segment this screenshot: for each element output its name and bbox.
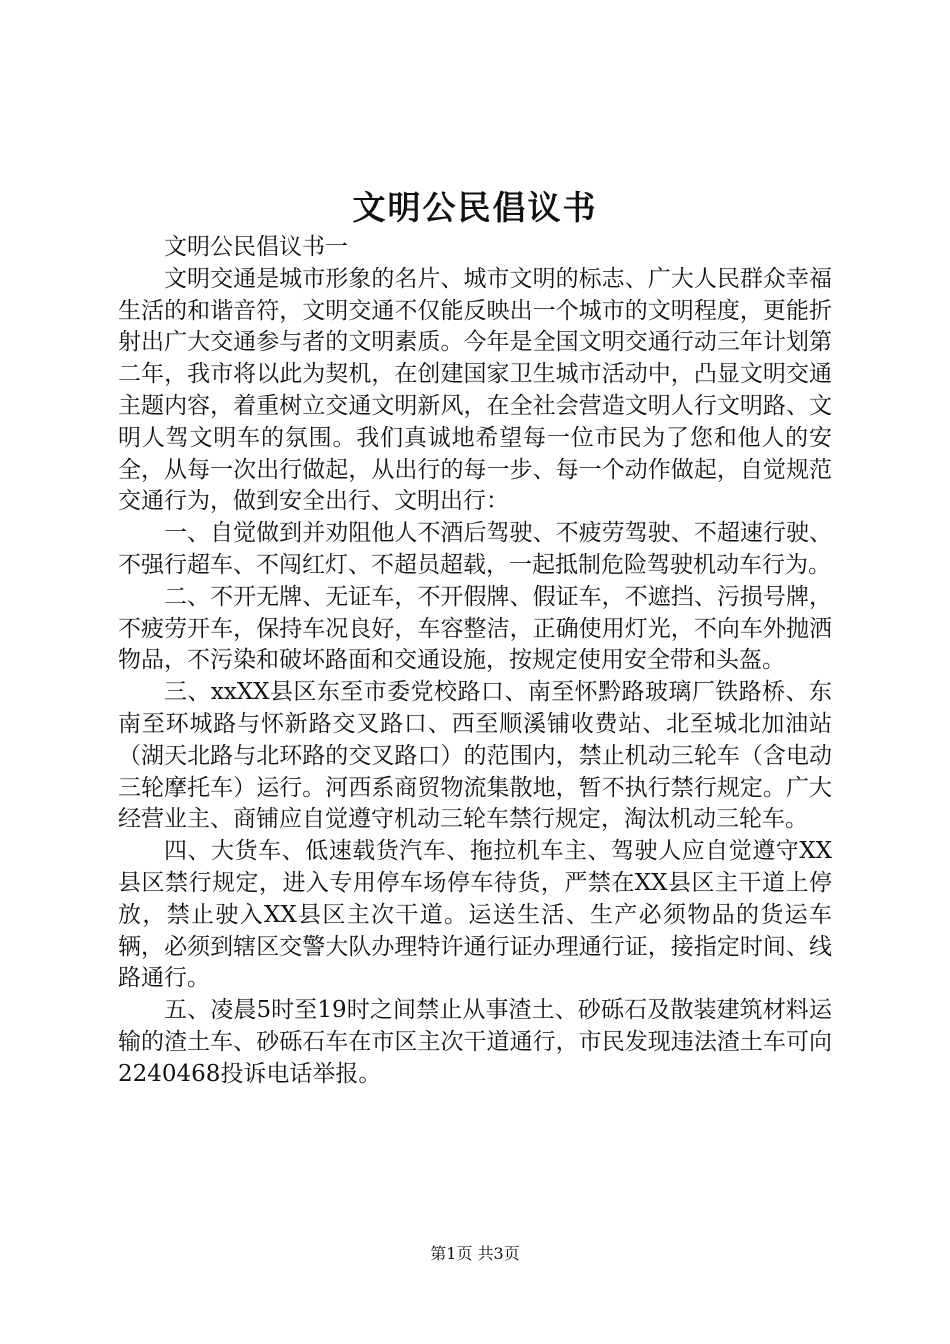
page-footer: 第1页 共3页 xyxy=(430,1244,520,1263)
paragraph-item-4: 四、大货车、低速载货汽车、拖拉机车主、驾驶人应自觉遵守XX县区禁行规定，进入专用停车场停车待货，严禁在XX县区主干道上停放，禁止驶入XX县区主次干道。运送生活、生产必须物品的货运车辆，必须到辖区交警大队办理特许通行证办理通行证，接指定时间、线路通行。 xyxy=(118,838,832,992)
document-body xyxy=(118,232,832,1091)
paragraph-item-2: 二、不开无牌、无证车，不开假牌、假证车，不遮挡、污损号牌，不疲劳开车，保持车况良好，车容整洁，正确使用灯光，不向车外抛洒物品，不污染和破坏路面和交通设施，按规定使用安全带和头盔。 xyxy=(118,583,832,674)
paragraph-intro: 文明交通是城市形象的名片、城市文明的标志、广大人民群众幸福生活的和谐音符，文明交通不仅能反映出一个城市的文明程度，更能折射出广大交通参与者的文明素质。今年是全国文明交通行动三年计划第二年，我市将以此为契机，在创建国家卫生城市活动中，凸显文明交通主题内容，着重树立交通文明新风，在全社会营造文明人行文明路、文明人驾文明车的氛围。我们真诚地希望每一位市民为了您和他人的安全，从每一次出行做起，从出行的每一步、每一个动作做起，自觉规范交通行为，做到安全出行、文明出行： xyxy=(118,265,832,515)
paragraph-item-3: 三、xxXX县区东至市委党校路口、南至怀黔路玻璃厂铁路桥、东南至环城路与怀新路交叉路口、西至顺溪铺收费站、北至城北加油站（湖天北路与北环路的交叉路口）的范围内，禁止机动三轮车（含电动三轮摩托车）运行。河西系商贸物流集散地，暂不执行禁行规定。广大经营业主、商铺应自觉遵守机动三轮车禁行规定，淘汰机动三轮车。 xyxy=(118,679,832,833)
page-title: 文明公民倡议书 xyxy=(352,188,598,227)
paragraph-item-1: 一、自觉做到并劝阻他人不酒后驾驶、不疲劳驾驶、不超速行驶、不强行超车、不闯红灯、不超员超载，一起抵制危险驾驶机动车行为。 xyxy=(118,520,832,578)
section-heading: 文明公民倡议书一 xyxy=(164,234,348,260)
paragraph-item-5: 五、凌晨5时至19时之间禁止从事渣土、砂砾石及散装建筑材料运输的渣土车、砂砾石车在市区主次干道通行，市民发现违法渣土车可向2240468投诉电话举报。 xyxy=(118,997,832,1087)
